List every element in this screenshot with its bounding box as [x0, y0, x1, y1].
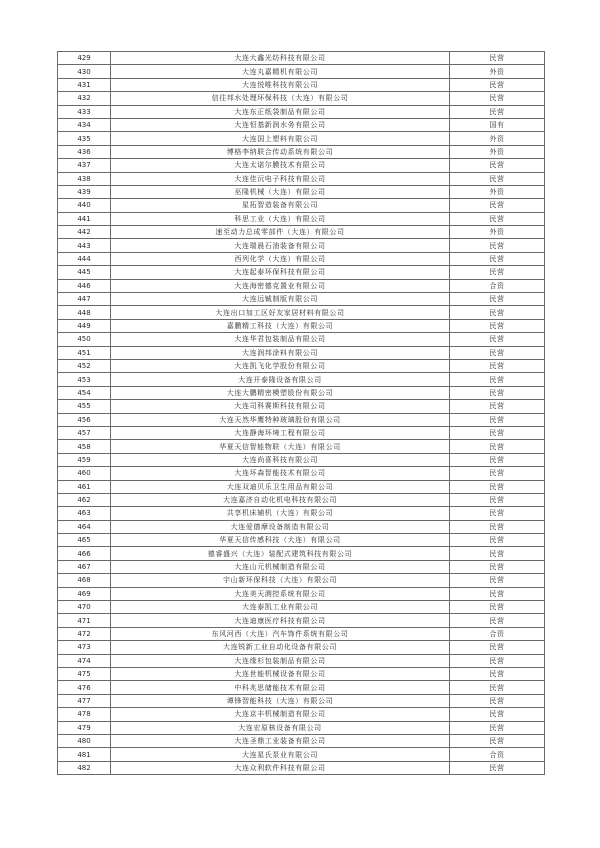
company-name-cell: 大连瑞晨石油装备有限公司: [111, 239, 450, 252]
row-number-cell: 430: [58, 65, 111, 78]
table-row: [58, 52, 545, 65]
table-row: [58, 279, 545, 292]
ownership-type-cell: 民营: [450, 199, 545, 212]
ownership-type-cell: 民营: [450, 333, 545, 346]
company-name-cell: 大连美天测控系统有限公司: [111, 587, 450, 600]
table-row: [58, 748, 545, 761]
ownership-type-cell: 民营: [450, 440, 545, 453]
company-name-cell: 大连大鹏精密模塑股份有限公司: [111, 386, 450, 399]
row-number-cell: 445: [58, 266, 111, 279]
table-row: [58, 159, 545, 172]
company-name-cell: 大连圣鼎工业装备有限公司: [111, 734, 450, 747]
company-name-cell: 共享机床辅机（大连）有限公司: [111, 507, 450, 520]
ownership-type-cell: 民营: [450, 159, 545, 172]
row-number-cell: 456: [58, 413, 111, 426]
company-name-cell: 大连星氏泵业有限公司: [111, 748, 450, 761]
row-number-cell: 481: [58, 748, 111, 761]
row-number-cell: 432: [58, 92, 111, 105]
row-number-cell: 429: [58, 52, 111, 65]
company-name-cell: 中科兆思储能技术有限公司: [111, 681, 450, 694]
company-name-cell: 大连太诺尔膜技术有限公司: [111, 159, 450, 172]
table-row: [58, 65, 545, 78]
row-number-cell: 441: [58, 212, 111, 225]
ownership-type-cell: 民营: [450, 172, 545, 185]
ownership-type-cell: 民营: [450, 453, 545, 466]
company-name-cell: 巫隆机械（大连）有限公司: [111, 185, 450, 198]
table-row: [58, 654, 545, 667]
ownership-type-cell: 民营: [450, 761, 545, 774]
row-number-cell: 453: [58, 373, 111, 386]
table-row: [58, 627, 545, 640]
company-name-cell: 大连悦唯科技有限公司: [111, 78, 450, 91]
ownership-type-cell: 民营: [450, 52, 545, 65]
ownership-type-cell: 民营: [450, 92, 545, 105]
row-number-cell: 451: [58, 346, 111, 359]
row-number-cell: 472: [58, 627, 111, 640]
table-row: [58, 721, 545, 734]
row-number-cell: 473: [58, 641, 111, 654]
row-number-cell: 459: [58, 453, 111, 466]
row-number-cell: 477: [58, 694, 111, 707]
ownership-type-cell: 民营: [450, 560, 545, 573]
ownership-type-cell: 民营: [450, 319, 545, 332]
row-number-cell: 475: [58, 667, 111, 680]
row-number-cell: 443: [58, 239, 111, 252]
table-row: [58, 212, 545, 225]
table-row: [58, 118, 545, 131]
table-row: [58, 252, 545, 265]
ownership-type-cell: 民营: [450, 721, 545, 734]
company-name-cell: 大连山元机械制造有限公司: [111, 560, 450, 573]
company-name-cell: 大连润邦涂料有限公司: [111, 346, 450, 359]
table-row: [58, 547, 545, 560]
table-row: [58, 467, 545, 480]
company-name-cell: 大连世能机械设备有限公司: [111, 667, 450, 680]
ownership-type-cell: 民营: [450, 614, 545, 627]
ownership-type-cell: 民营: [450, 400, 545, 413]
table-row: [58, 614, 545, 627]
table-row: [58, 145, 545, 158]
ownership-type-cell: 民营: [450, 413, 545, 426]
row-number-cell: 461: [58, 480, 111, 493]
row-number-cell: 455: [58, 400, 111, 413]
ownership-type-cell: 民营: [450, 239, 545, 252]
company-name-cell: 大连尚喜科技有限公司: [111, 453, 450, 466]
table-row: [58, 346, 545, 359]
company-name-cell: 东风河西（大连）汽车饰件系统有限公司: [111, 627, 450, 640]
row-number-cell: 449: [58, 319, 111, 332]
table-row: [58, 333, 545, 346]
row-number-cell: 467: [58, 560, 111, 573]
company-name-cell: 大连静海环境工程有限公司: [111, 426, 450, 439]
ownership-type-cell: 民营: [450, 105, 545, 118]
ownership-type-cell: 民营: [450, 681, 545, 694]
ownership-type-cell: 民营: [450, 667, 545, 680]
table-row: [58, 681, 545, 694]
ownership-type-cell: 民营: [450, 534, 545, 547]
row-number-cell: 458: [58, 440, 111, 453]
table-row: [58, 601, 545, 614]
table-row: [58, 641, 545, 654]
table-row: [58, 293, 545, 306]
table-row: [58, 78, 545, 91]
company-name-cell: 德睿盛兴（大连）装配式建筑科技有限公司: [111, 547, 450, 560]
table-row: [58, 226, 545, 239]
company-name-cell: 大连环森智能技术有限公司: [111, 467, 450, 480]
ownership-type-cell: 合资: [450, 748, 545, 761]
company-name-cell: 大连海密德克置业有限公司: [111, 279, 450, 292]
company-name-cell: 大连锐新工业自动化设备有限公司: [111, 641, 450, 654]
company-name-cell: 大连远铖制版有限公司: [111, 293, 450, 306]
row-number-cell: 433: [58, 105, 111, 118]
table-row: [58, 734, 545, 747]
row-number-cell: 440: [58, 199, 111, 212]
table-row: [58, 708, 545, 721]
table-row: [58, 132, 545, 145]
ownership-type-cell: 民营: [450, 373, 545, 386]
company-name-cell: 大连恒基新润水务有限公司: [111, 118, 450, 131]
ownership-type-cell: 外资: [450, 132, 545, 145]
ownership-type-cell: 民营: [450, 293, 545, 306]
row-number-cell: 454: [58, 386, 111, 399]
ownership-type-cell: 民营: [450, 359, 545, 372]
table-row: [58, 587, 545, 600]
company-name-cell: 大连众利软件科技有限公司: [111, 761, 450, 774]
row-number-cell: 452: [58, 359, 111, 372]
table-row: [58, 493, 545, 506]
table-row: [58, 426, 545, 439]
table-row: [58, 359, 545, 372]
company-name-cell: 大连凯飞化学股份有限公司: [111, 359, 450, 372]
ownership-type-cell: 外资: [450, 65, 545, 78]
company-name-cell: 大连出口加工区好友家居材料有限公司: [111, 306, 450, 319]
ownership-type-cell: 外资: [450, 185, 545, 198]
table-row: [58, 199, 545, 212]
company-name-cell: 大连佳沅电子科技有限公司: [111, 172, 450, 185]
table-row: [58, 534, 545, 547]
ownership-type-cell: 外资: [450, 145, 545, 158]
table-row: [58, 440, 545, 453]
row-number-cell: 462: [58, 493, 111, 506]
company-name-cell: 西列化学（大连）有限公司: [111, 252, 450, 265]
ownership-type-cell: 民营: [450, 587, 545, 600]
table-row: [58, 560, 545, 573]
table-row: [58, 319, 545, 332]
company-name-cell: 大连开泰隆设备有限公司: [111, 373, 450, 386]
row-number-cell: 470: [58, 601, 111, 614]
ownership-type-cell: 民营: [450, 252, 545, 265]
company-name-cell: 大连天然华鹰特种玻璃股份有限公司: [111, 413, 450, 426]
ownership-type-cell: 合资: [450, 279, 545, 292]
ownership-type-cell: 民营: [450, 574, 545, 587]
enterprise-table-body: [58, 52, 545, 775]
table-row: [58, 694, 545, 707]
company-name-cell: 谭锋智能科技（大连）有限公司: [111, 694, 450, 707]
table-row: [58, 413, 545, 426]
company-name-cell: 星拓智造装备有限公司: [111, 199, 450, 212]
ownership-type-cell: 民营: [450, 426, 545, 439]
company-name-cell: 大连迪康医疗科技有限公司: [111, 614, 450, 627]
ownership-type-cell: 民营: [450, 708, 545, 721]
company-name-cell: 速至动力总成零部件（大连）有限公司: [111, 226, 450, 239]
company-name-cell: 大连丸嘉精机有限公司: [111, 65, 450, 78]
row-number-cell: 463: [58, 507, 111, 520]
row-number-cell: 471: [58, 614, 111, 627]
table-row: [58, 239, 545, 252]
row-number-cell: 431: [58, 78, 111, 91]
ownership-type-cell: 民营: [450, 493, 545, 506]
ownership-type-cell: 民营: [450, 641, 545, 654]
row-number-cell: 480: [58, 734, 111, 747]
table-row: [58, 373, 545, 386]
ownership-type-cell: 民营: [450, 694, 545, 707]
enterprise-table: [57, 51, 545, 775]
row-number-cell: 446: [58, 279, 111, 292]
row-number-cell: 450: [58, 333, 111, 346]
ownership-type-cell: 民营: [450, 467, 545, 480]
company-name-cell: 大连东正纸袋制品有限公司: [111, 105, 450, 118]
ownership-type-cell: 民营: [450, 346, 545, 359]
table-row: [58, 453, 545, 466]
company-name-cell: 科思工业（大连）有限公司: [111, 212, 450, 225]
ownership-type-cell: 民营: [450, 212, 545, 225]
table-row: [58, 306, 545, 319]
company-name-cell: 大连华君包装制品有限公司: [111, 333, 450, 346]
table-row: [58, 386, 545, 399]
row-number-cell: 434: [58, 118, 111, 131]
table-row: [58, 400, 545, 413]
company-name-cell: 大连宏原核设备有限公司: [111, 721, 450, 734]
company-name-cell: 博格李纳联合传动系统有限公司: [111, 145, 450, 158]
row-number-cell: 435: [58, 132, 111, 145]
ownership-type-cell: 合资: [450, 627, 545, 640]
company-name-cell: 嘉鹏精工科技（大连）有限公司: [111, 319, 450, 332]
ownership-type-cell: 民营: [450, 520, 545, 533]
row-number-cell: 468: [58, 574, 111, 587]
table-row: [58, 105, 545, 118]
ownership-type-cell: 外资: [450, 226, 545, 239]
row-number-cell: 442: [58, 226, 111, 239]
company-name-cell: 华夏天信传感科技（大连）有限公司: [111, 534, 450, 547]
table-row: [58, 172, 545, 185]
company-name-cell: 大连京丰机械制造有限公司: [111, 708, 450, 721]
row-number-cell: 464: [58, 520, 111, 533]
company-name-cell: 大连缘杉包装制品有限公司: [111, 654, 450, 667]
table-row: [58, 574, 545, 587]
row-number-cell: 448: [58, 306, 111, 319]
company-name-cell: 大连大鑫光纺科技有限公司: [111, 52, 450, 65]
company-name-cell: 宇山新环保科技（大连）有限公司: [111, 574, 450, 587]
row-number-cell: 460: [58, 467, 111, 480]
row-number-cell: 466: [58, 547, 111, 560]
ownership-type-cell: 民营: [450, 306, 545, 319]
ownership-type-cell: 民营: [450, 480, 545, 493]
row-number-cell: 436: [58, 145, 111, 158]
ownership-type-cell: 民营: [450, 507, 545, 520]
company-name-cell: 信往邦水处理环保科技（大连）有限公司: [111, 92, 450, 105]
ownership-type-cell: 民营: [450, 601, 545, 614]
ownership-type-cell: 民营: [450, 547, 545, 560]
company-name-cell: 大连爱德摩设备制造有限公司: [111, 520, 450, 533]
ownership-type-cell: 民营: [450, 78, 545, 91]
row-number-cell: 474: [58, 654, 111, 667]
table-row: [58, 761, 545, 774]
row-number-cell: 439: [58, 185, 111, 198]
company-name-cell: 大连起泰环保科技有限公司: [111, 266, 450, 279]
row-number-cell: 476: [58, 681, 111, 694]
row-number-cell: 447: [58, 293, 111, 306]
row-number-cell: 482: [58, 761, 111, 774]
row-number-cell: 478: [58, 708, 111, 721]
table-row: [58, 507, 545, 520]
company-name-cell: 大连泰凯工业有限公司: [111, 601, 450, 614]
company-name-cell: 大连双迪贝乐卫生用品有限公司: [111, 480, 450, 493]
company-name-cell: 大连嘉济自动化机电科技有限公司: [111, 493, 450, 506]
ownership-type-cell: 民营: [450, 734, 545, 747]
table-row: [58, 185, 545, 198]
row-number-cell: 444: [58, 252, 111, 265]
ownership-type-cell: 民营: [450, 654, 545, 667]
company-name-cell: 大连国上塑料有限公司: [111, 132, 450, 145]
table-row: [58, 266, 545, 279]
table-row: [58, 667, 545, 680]
row-number-cell: 438: [58, 172, 111, 185]
row-number-cell: 437: [58, 159, 111, 172]
ownership-type-cell: 民营: [450, 386, 545, 399]
ownership-type-cell: 国有: [450, 118, 545, 131]
table-row: [58, 480, 545, 493]
table-row: [58, 520, 545, 533]
table-row: [58, 92, 545, 105]
ownership-type-cell: 民营: [450, 266, 545, 279]
row-number-cell: 465: [58, 534, 111, 547]
row-number-cell: 479: [58, 721, 111, 734]
row-number-cell: 457: [58, 426, 111, 439]
row-number-cell: 469: [58, 587, 111, 600]
company-name-cell: 华夏天信智能物联（大连）有限公司: [111, 440, 450, 453]
company-name-cell: 大连司科赛斯科技有限公司: [111, 400, 450, 413]
